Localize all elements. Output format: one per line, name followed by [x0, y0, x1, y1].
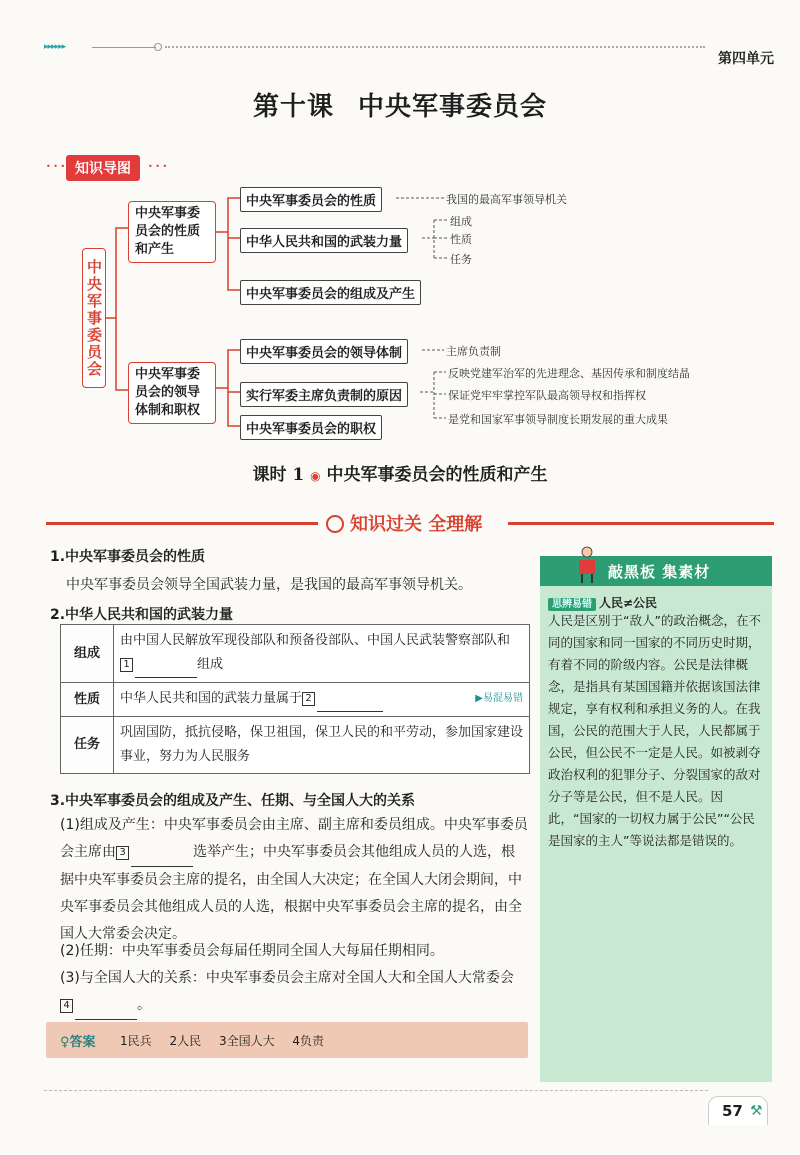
answer-bar	[46, 1022, 528, 1058]
connector-b2-node6	[228, 392, 240, 426]
section-title	[318, 510, 490, 536]
note-chairman-system: 主席负责制	[446, 345, 501, 358]
para-composition	[60, 812, 528, 948]
answer-item-1: 1民兵	[120, 1034, 152, 1048]
composition-text: 由中国人民解放军现役部队和预备役部队、中国人民武装警察部队和	[120, 633, 511, 648]
answer-label	[60, 1031, 96, 1050]
connector-root-branch1	[106, 228, 128, 318]
node-cmc-composition: 中央军事委员会的组成及产生	[240, 280, 421, 305]
blank-1[interactable]	[135, 653, 197, 678]
lesson-period: 课时 1	[252, 465, 305, 485]
row-text-nature	[114, 683, 530, 717]
sidebar-subtitle-text: 人民≠公民	[599, 596, 658, 610]
note-reason-2: 保证党牢牢掌控军队最高领导权和指挥权	[448, 389, 646, 402]
para-cmc-nature: 中央军事委员会领导全国武装力量，是我国的最高军事领导机关。	[66, 577, 472, 593]
table-row	[61, 717, 530, 774]
answer-label-text: 答案	[69, 1035, 96, 1050]
blank-number-2: 2	[302, 692, 315, 706]
footer-rule	[44, 1090, 708, 1091]
blank-number-3: 3	[116, 846, 129, 860]
header-arrows: ▸▸▸▸▸▸	[44, 42, 66, 52]
note-highest-organ: 我国的最高军事领导机关	[446, 193, 567, 206]
badge-dots-left: • • •	[46, 162, 66, 171]
row-label-composition: 组成	[61, 625, 114, 683]
teacher-figure-icon	[574, 546, 600, 584]
section-rule-left	[46, 522, 318, 525]
blank-number-4: 4	[60, 999, 73, 1013]
lesson-subtitle: 中央军事委员会的性质和产生	[326, 465, 548, 485]
row-label-task: 任务	[61, 717, 114, 774]
table-row	[61, 625, 530, 683]
section-title-text: 知识过关 全理解	[350, 514, 483, 535]
row-text-composition	[114, 625, 530, 683]
answer-item-4: 4负责	[292, 1034, 325, 1048]
nature-text: 中华人民共和国的武装力量属于	[120, 691, 303, 706]
unit-label: 第四单元	[718, 51, 774, 67]
sidebar-chip: 思辨易错	[548, 598, 596, 611]
section-rule-right	[508, 522, 774, 525]
lesson-bullet-icon: ◉	[310, 469, 321, 483]
key-icon: ♀	[60, 1035, 70, 1050]
sidebar-subtitle	[548, 594, 657, 611]
lesson-heading	[0, 460, 800, 485]
sidebar-text: 人民是区别于“敌人”的政治概念，在不同的国家和同一国家的不同历史时期，有着不同的阶级内容。公民是法律概念，是指具有某国国籍并依据该国法律规定，享有权利和承担义务的人。在我国，公民的范围大于人民，人民都属于公民，但公民不一定是人民。如被剥夺政治权利的犯罪分子、分裂国家的敌对分子等是公民，但不是人民。因此，“国家的一切权力属于公民”“公民是国家的主人”等说法都是错误的。	[548, 613, 761, 848]
answer-items	[120, 1032, 338, 1049]
relation-end: 。	[137, 997, 151, 1013]
note-task: 任务	[450, 253, 472, 266]
connector-b2-node4	[214, 350, 240, 388]
node-cmc-leadership: 中央军事委员会的领导体制	[240, 339, 408, 364]
answer-item-2: 2人民	[169, 1034, 202, 1048]
node-armed-forces: 中华人民共和国的武装力量	[240, 228, 408, 253]
composition-text-end: 组成	[197, 657, 224, 672]
mindmap-root: 中央军事委员会	[82, 248, 106, 388]
connector-root-branch2	[116, 318, 128, 390]
para-relation	[60, 965, 528, 1020]
relation-text: (3)与全国人大的关系：中央军事委员会主席对全国人大和全国人大常委会	[60, 970, 514, 986]
blank-4[interactable]	[75, 992, 137, 1020]
easy-mistake-tag: ▶易混易错	[475, 693, 523, 704]
note-reason-3: 是党和国家军事领导制度长期发展的重大成果	[448, 413, 668, 426]
table-row	[61, 683, 530, 717]
lesson-number: 第十课	[252, 92, 334, 122]
connector-b1-node2	[228, 232, 240, 238]
heading-cmc-nature: 1.中央军事委员会的性质	[50, 549, 206, 565]
note-reason-1: 反映党建军治军的先进理念、基因传承和制度结晶	[448, 367, 690, 380]
row-text-task: 巩固国防，抵抗侵略，保卫祖国，保卫人民的和平劳动，参加国家建设事业，努力为人民服务	[114, 717, 530, 774]
dash-reason-items	[434, 372, 446, 418]
note-nature: 性质	[450, 233, 472, 246]
composition-text-b: 选举产生；中央军事委员会其他组成人员的人选，根据中央军事委员会主席的提名，由全国人大决定；在全国人大闭会期间，中央军事委员会其他组成人员的人选，根据中央军事委员会主席的提名，由全国人大常委会决定。	[60, 844, 522, 942]
node-chairman-reason: 实行军委主席负责制的原因	[240, 382, 408, 407]
hammer-icon: ⚒	[750, 1103, 763, 1119]
dash-force-items	[434, 220, 448, 258]
blank-number-1: 1	[120, 658, 133, 672]
blank-2[interactable]	[317, 687, 383, 712]
blank-3[interactable]	[131, 839, 193, 867]
para-term: (2)任期：中央军事委员会每届任期同全国人大每届任期相同。	[60, 943, 444, 959]
sidebar-title: 敲黑板 集素材	[608, 563, 711, 581]
heading-armed-forces: 2.中华人民共和国的武装力量	[50, 607, 234, 623]
node-cmc-powers: 中央军事委员会的职权	[240, 415, 382, 440]
swirl-icon	[326, 515, 344, 533]
connector-b1-node1	[214, 198, 240, 232]
row-label-nature: 性质	[61, 683, 114, 717]
heading-cmc-composition: 3.中央军事委员会的组成及产生、任期、与全国人大的关系	[50, 793, 416, 809]
note-composition: 组成	[450, 215, 472, 228]
answer-item-3: 3全国人大	[218, 1034, 275, 1048]
composition-text-a: (1)组成及产生：中央军事委员会由主席、副主席和委员组成。中央军事委员会主席由	[60, 817, 528, 860]
page-number: 57	[722, 1102, 743, 1120]
lesson-name: 中央军事委员会	[358, 92, 548, 122]
connector-b1-node3	[228, 238, 240, 290]
mindmap-branch-leadership-powers: 中央军事委员会的领导体制和职权	[128, 362, 216, 424]
mindmap-branch-nature-origin: 中央军事委员会的性质和产生	[128, 201, 216, 263]
mindmap-badge: 知识导图	[66, 155, 140, 181]
armed-forces-table	[60, 624, 530, 774]
connector-b2-node5	[228, 388, 240, 392]
badge-dots-right: • • •	[148, 162, 168, 171]
node-cmc-nature: 中央军事委员会的性质	[240, 187, 382, 212]
